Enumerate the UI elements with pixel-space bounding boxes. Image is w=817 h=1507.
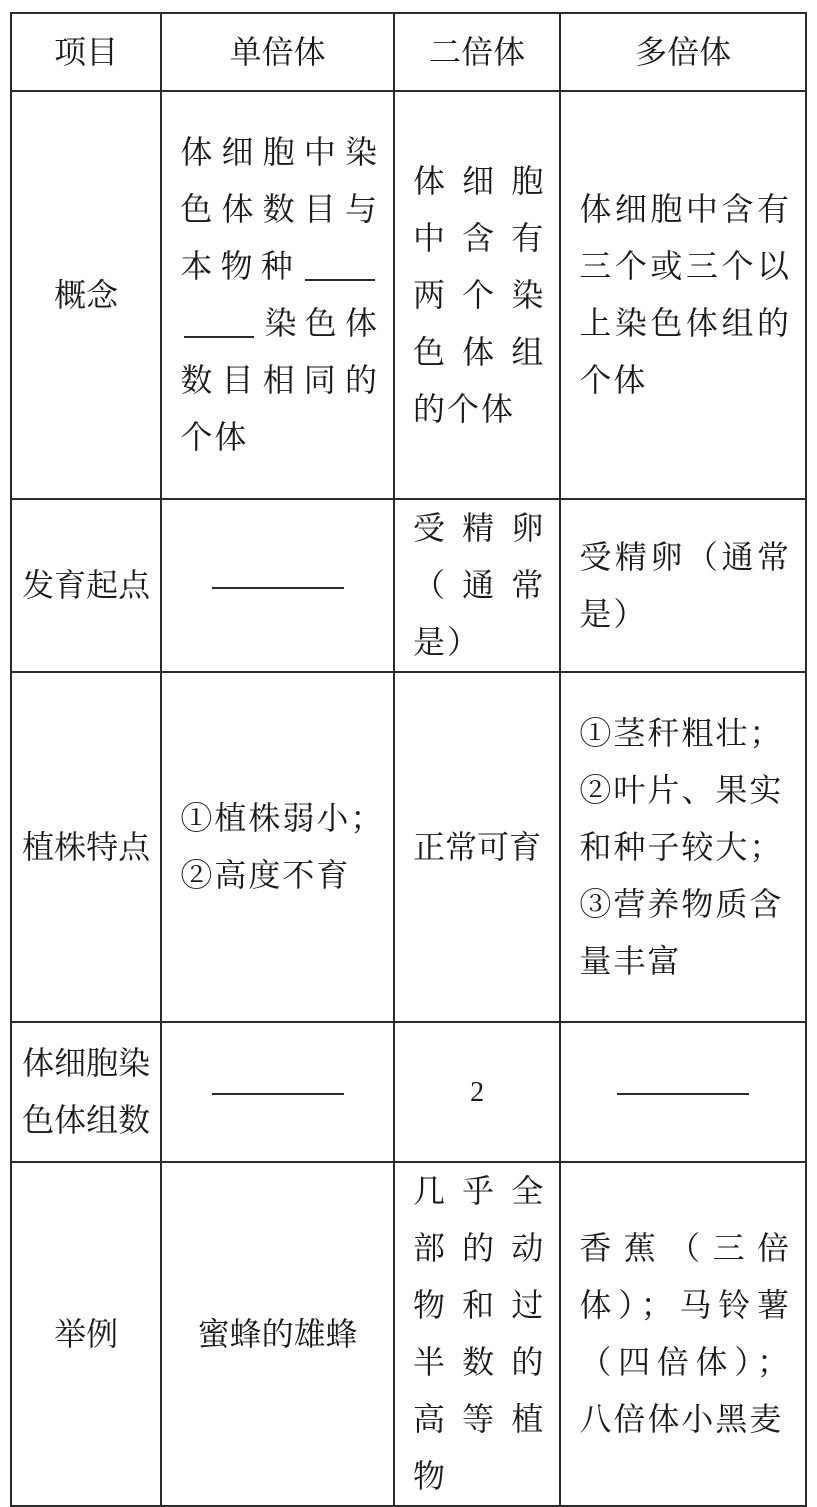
cell-polyploid-concept: 体细胞中含有三个或三个以上染色体组的个体	[560, 91, 806, 499]
fill-in-blank-line-continued	[184, 336, 254, 338]
header-item: 项目	[11, 13, 161, 91]
row-label-examples: 举例	[11, 1162, 161, 1506]
fill-in-blank-line	[305, 279, 375, 281]
table-row-examples	[11, 1162, 806, 1506]
cell-diploid-features: 正常可育	[394, 672, 560, 1022]
table-row-features	[11, 672, 806, 1022]
empty-dash	[617, 1093, 749, 1095]
header-diploid: 二倍体	[394, 13, 560, 91]
cell-diploid-origin: 受精卵（通常是）	[394, 499, 560, 672]
table-row-origin	[11, 499, 806, 672]
empty-dash	[212, 587, 344, 589]
haploid-concept-part1: 体细胞中染色体数目与本物种	[180, 133, 379, 285]
cell-haploid-genome-count	[161, 1022, 394, 1162]
header-haploid: 单倍体	[161, 13, 394, 91]
empty-dash	[212, 1093, 344, 1095]
ploidy-comparison-table	[10, 12, 807, 1507]
cell-diploid-concept: 体细胞中含有两个染色体组的个体	[394, 91, 560, 499]
cell-polyploid-origin: 受精卵（通常是）	[560, 499, 806, 672]
table-row-genome-count	[11, 1022, 806, 1162]
table-header-row	[11, 13, 806, 91]
table-row-concept	[11, 91, 806, 499]
cell-haploid-concept	[161, 91, 394, 499]
row-label-concept: 概念	[11, 91, 161, 499]
cell-polyploid-genome-count	[560, 1022, 806, 1162]
cell-haploid-origin	[161, 499, 394, 672]
cell-haploid-examples: 蜜蜂的雄蜂	[161, 1162, 394, 1506]
cell-polyploid-examples: 香蕉（三倍体）；马铃薯（四倍体）；八倍体小黑麦	[560, 1162, 806, 1506]
comparison-table-page	[10, 12, 807, 1495]
header-polyploid: 多倍体	[560, 13, 806, 91]
row-label-features: 植株特点	[11, 672, 161, 1022]
cell-haploid-features: ①植株弱小； ②高度不育	[161, 672, 394, 1022]
haploid-concept-part2: 染色体数目相同的个体	[180, 304, 379, 456]
cell-diploid-genome-count: 2	[394, 1022, 560, 1162]
row-label-origin: 发育起点	[11, 499, 161, 672]
cell-diploid-examples: 几乎全部的动物和过半数的高等植物	[394, 1162, 560, 1506]
cell-polyploid-features: ①茎秆粗壮； ②叶片、果实和种子较大； ③营养物质含量丰富	[560, 672, 806, 1022]
row-label-genome-count: 体细胞染色体组数	[11, 1022, 161, 1162]
